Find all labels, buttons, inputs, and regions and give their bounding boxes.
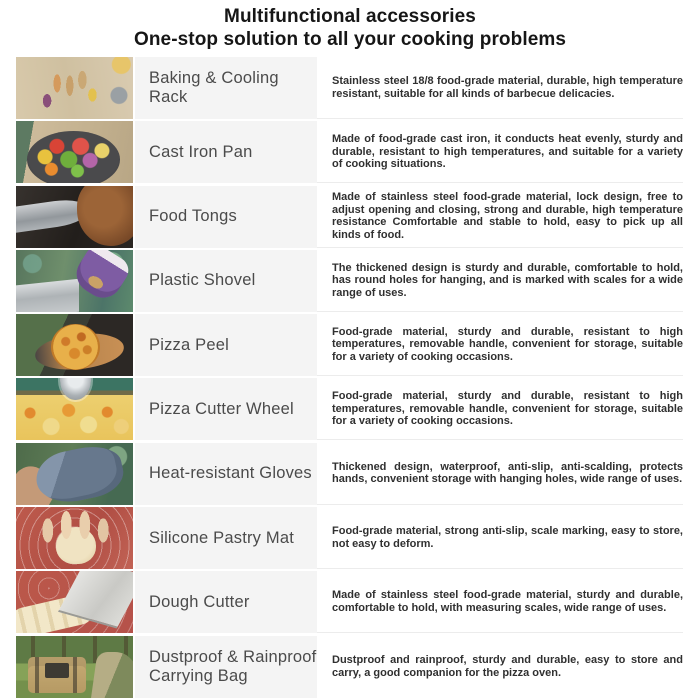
product-row (16, 571, 683, 633)
silicone-pastry-mat-photo (16, 507, 133, 569)
product-description-cell (317, 186, 683, 248)
product-name-box (135, 314, 317, 376)
product-row (16, 57, 683, 119)
heat-resistant-gloves-photo (16, 443, 133, 505)
product-name: Baking & Cooling Rack (149, 69, 279, 106)
pizza-cutter-wheel-photo (16, 378, 133, 440)
product-name-box (135, 443, 317, 505)
product-row (16, 507, 683, 569)
product-description-cell (317, 571, 683, 633)
product-description-cell (317, 636, 683, 698)
product-description-cell (317, 57, 683, 119)
product-name: Food Tongs (149, 207, 237, 226)
product-row (16, 250, 683, 312)
product-description-cell (317, 121, 683, 183)
product-name-box (135, 186, 317, 248)
page-title-line1: Multifunctional accessories (224, 6, 476, 27)
product-description: Thickened design, waterproof, anti-slip, anti-scalding, protects hands, convenient storage with hanging holes, wide range of uses. (332, 460, 683, 486)
cast-iron-pan-photo (16, 121, 133, 183)
food-tongs-photo (16, 186, 133, 248)
product-name-box (135, 636, 317, 698)
product-name: Pizza Peel (149, 335, 229, 354)
product-description: Stainless steel 18/8 food-grade material, durable, high temperature resistant, suitable for all kinds of barbecue delicacies. (332, 74, 683, 100)
product-name: Pizza Cutter Wheel (149, 399, 294, 418)
product-list (0, 57, 700, 698)
product-description-cell (317, 250, 683, 312)
page-title-line2: One-stop solution to all your cooking problems (133, 29, 567, 50)
product-description: The thickened design is sturdy and durable, comfortable to hold, has round holes for hanging, and is marked with scales for a wide range of uses. (332, 261, 683, 299)
product-description: Food-grade material, sturdy and durable, resistant to high temperatures, removable handle, convenient for storage, suitable for a variety of cooking occasions. (332, 390, 683, 428)
product-description: Food-grade material, sturdy and durable, resistant to high temperatures, removable handle, convenient for storage, suitable for a variety of cooking occasions. (332, 325, 683, 363)
product-description: Dustproof and rainproof, sturdy and durable, easy to store and carry, a good companion for the pizza oven. (332, 654, 683, 679)
product-name-box (135, 250, 317, 312)
product-name-box (135, 507, 317, 569)
product-row (16, 636, 683, 698)
product-description: Made of stainless steel food-grade material, sturdy and durable, comfortable to hold, with measuring scales, wide range of uses. (332, 589, 683, 614)
product-name-box (135, 378, 317, 440)
product-description-cell (317, 507, 683, 569)
product-name: Cast Iron Pan (149, 142, 253, 161)
product-name-box (135, 57, 317, 119)
product-row (16, 186, 683, 248)
product-name-box (135, 571, 317, 633)
product-row (16, 378, 683, 440)
product-row (16, 314, 683, 376)
product-description-cell (317, 378, 683, 440)
product-name-box (135, 121, 317, 183)
carrying-bag-photo (16, 636, 133, 698)
product-row (16, 121, 683, 183)
product-name: Dustproof & Rainproof Carrying Bag (149, 647, 317, 685)
product-row (16, 443, 683, 505)
pizza-peel-photo (16, 314, 133, 376)
product-name: Dough Cutter (149, 592, 250, 611)
product-name: Silicone Pastry Mat (149, 528, 295, 547)
product-name: Heat-resistant Gloves (149, 464, 312, 483)
baking-cooling-rack-photo (16, 57, 133, 119)
page-header (0, 0, 700, 57)
product-name: Plastic Shovel (149, 271, 256, 290)
product-description: Made of food-grade cast iron, it conducts heat evenly, sturdy and durable, resistant to high temperatures, and suitable for a variety of cooking situations. (332, 132, 683, 171)
plastic-shovel-photo (16, 250, 133, 312)
product-description: Food-grade material, strong anti-slip, scale marking, easy to store, not easy to deform. (332, 524, 683, 550)
product-description-cell (317, 443, 683, 505)
product-description-cell (317, 314, 683, 376)
dough-cutter-photo (16, 571, 133, 633)
product-description: Made of stainless steel food-grade material, lock design, free to adjust opening and closing, strong and durable, high temperature resistance Comfortable and stable to hold, easy to pick up all kinds of food. (332, 190, 683, 241)
